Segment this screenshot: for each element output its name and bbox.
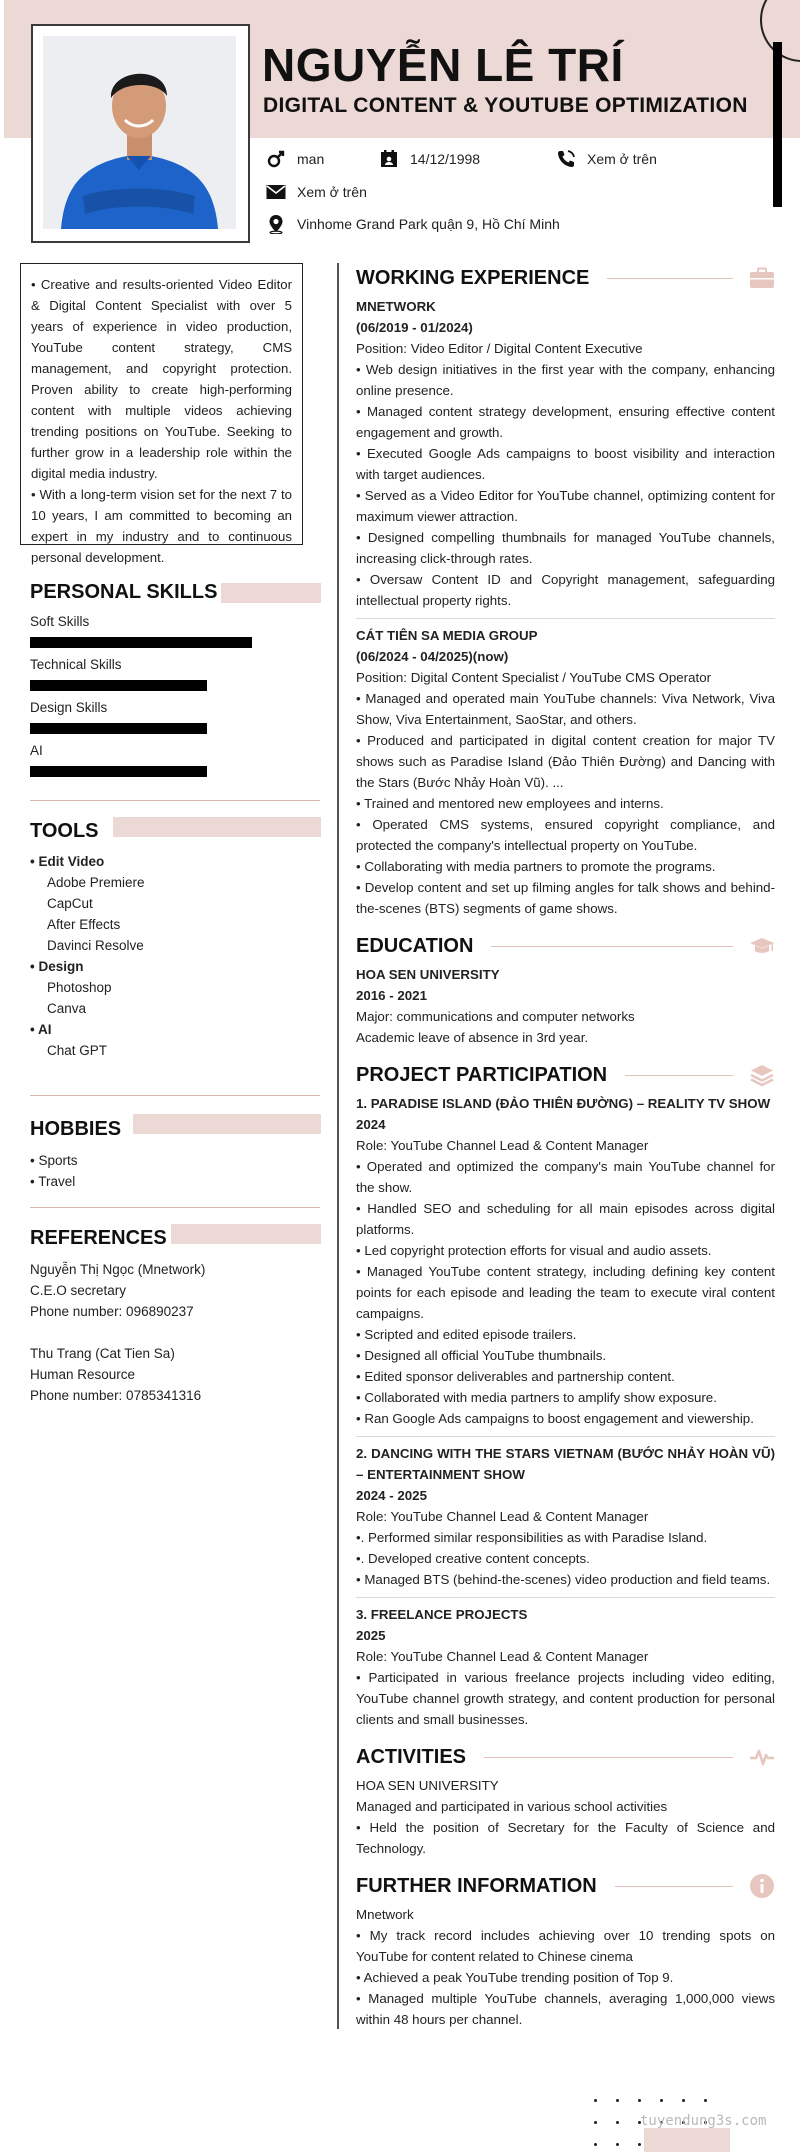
entry-divider — [356, 1436, 775, 1437]
section-divider — [30, 800, 320, 801]
reference-spacer — [30, 1322, 205, 1343]
project-line: • Handled SEO and scheduling for all main episodes across digital platforms. — [356, 1201, 775, 1237]
work-heading: WORKING EXPERIENCE — [356, 266, 590, 289]
hobbies-list — [30, 1150, 78, 1192]
section-divider — [30, 1095, 320, 1096]
contact-email — [265, 181, 367, 203]
address-value: Vinhome Grand Park quận 9, Hồ Chí Minh — [297, 216, 560, 232]
project-year: 2024 — [356, 1117, 386, 1132]
job-line: • Managed and operated main YouTube channels: Viva Network, Viva Show, Viva Entertainment, SaoStar, and others. — [356, 691, 775, 727]
project-title: 3. FREELANCE PROJECTS — [356, 1607, 528, 1622]
reference-line: Thu Trang (Cat Tien Sa) — [30, 1346, 175, 1361]
references-list — [30, 1259, 205, 1406]
education-entry — [356, 964, 775, 1048]
watermark: tuyendung3s.com — [640, 2113, 767, 2129]
calendar-icon — [378, 148, 400, 170]
job-line: • Collaborating with media partners to promote the programs. — [356, 859, 716, 874]
hobbies-heading-bar — [133, 1114, 321, 1134]
entry-divider — [356, 618, 775, 619]
gender-value: man — [297, 151, 325, 167]
job-line: • Oversaw Content ID and Copyright management, safeguarding intellectual property rights. — [356, 572, 775, 608]
skill-label: Technical Skills — [30, 657, 122, 672]
job-line: • Trained and mentored new employees and interns. — [356, 796, 664, 811]
work-heading-row — [356, 263, 775, 293]
skill-level-bar — [30, 680, 207, 691]
tool-category: • Edit Video — [30, 854, 105, 869]
email-value: Xem ở trên — [297, 184, 367, 200]
further-line: • Achieved a peak YouTube trending position of Top 9. — [356, 1970, 674, 1985]
project-line: • Led copyright protection efforts for visual and audio assets. — [356, 1243, 712, 1258]
education-line: Academic leave of absence in 3rd year. — [356, 1030, 589, 1045]
education-school: HOA SEN UNIVERSITY — [356, 967, 500, 982]
job-line: • Operated CMS systems, ensured copyright compliance, and protected the company's intellectual property on YouTube. — [356, 817, 775, 853]
further-line: • My track record includes achieving over 10 trending spots on YouTube for content related to Chinese cinema — [356, 1928, 775, 1964]
job-line: • Executed Google Ads campaigns to boost visibility and interaction with target audiences. — [356, 446, 775, 482]
project-line: • Managed BTS (behind-the-scenes) video production and field teams. — [356, 1572, 771, 1587]
project-title: 1. PARADISE ISLAND (ĐẢO THIÊN ĐƯỜNG) – REALITY TV SHOW — [356, 1096, 771, 1111]
project-line: •. Performed similar responsibilities as with Paradise Island. — [356, 1530, 708, 1545]
project-line: • Edited sponsor deliverables and partnership content. — [356, 1369, 675, 1384]
tools-heading-bar — [113, 817, 321, 837]
job-line: • Develop content and set up filming angles for talk shows and behind-the-scenes (BTS) segments of game shows. — [356, 880, 775, 916]
tool-item: Chat GPT — [47, 1043, 108, 1058]
project-line: Role: YouTube Channel Lead & Content Manager — [356, 1509, 649, 1524]
activities-heading: ACTIVITIES — [356, 1745, 467, 1768]
project-line: Role: YouTube Channel Lead & Content Manager — [356, 1138, 649, 1153]
tool-category: • Design — [30, 959, 84, 974]
education-heading: EDUCATION — [356, 934, 474, 957]
summary-paragraph: • With a long-term vision set for the next 7 to 10 years, I am committed to becoming an expert in my industry and to continuous personal development. — [31, 487, 292, 565]
phone-icon — [555, 148, 577, 170]
skills-heading: PERSONAL SKILLS — [30, 581, 218, 603]
tool-item: Canva — [47, 1001, 87, 1016]
reference-line: Human Resource — [30, 1367, 136, 1382]
pulse-icon — [749, 1744, 775, 1770]
entry-divider — [356, 1597, 775, 1598]
layers-icon — [749, 1062, 775, 1088]
activity-line: • Held the position of Secretary for the Faculty of Science and Technology. — [356, 1820, 775, 1856]
summary-paragraph: • Creative and results-oriented Video Editor & Digital Content Specialist with over 5 years of experience in video production, YouTube content strategy, CMS management, and copyright protection. Proven ability to create high-performing content with multiple videos achieving trending positions on YouTube. Seeking to further grow in a leadership role within the digital media industry. — [31, 277, 292, 481]
gender-icon — [265, 148, 287, 170]
job-company: MNETWORK — [356, 299, 436, 314]
reference-line: Phone number: 096890237 — [30, 1304, 194, 1319]
column-divider — [337, 263, 339, 2029]
references-heading: REFERENCES — [30, 1227, 167, 1249]
project-line: • Participated in various freelance projects including video editing, YouTube channel growth strategy, and content production for personal clients and small businesses. — [356, 1670, 775, 1727]
tool-category: • AI — [30, 1022, 52, 1037]
contact-address — [265, 213, 560, 235]
job-entry — [356, 296, 775, 611]
envelope-icon — [265, 181, 287, 203]
skill-level-bar — [30, 766, 207, 777]
tools-heading: TOOLS — [30, 820, 99, 842]
briefcase-icon — [749, 265, 775, 291]
tool-item: CapCut — [47, 896, 93, 911]
decorative-bar — [773, 42, 782, 207]
project-entry — [356, 1604, 775, 1730]
reference-line: Phone number: 0785341316 — [30, 1388, 202, 1403]
heading-line — [625, 1075, 733, 1076]
education-line: Major: communications and computer networks — [356, 1009, 635, 1024]
further-line: • Managed multiple YouTube channels, averaging 1,000,000 views within 48 hours per channel. — [356, 1991, 775, 2027]
project-title: 2. DANCING WITH THE STARS VIETNAM (BƯỚC NHẢY HOÀN VŨ) – ENTERTAINMENT SHOW — [356, 1446, 775, 1482]
job-line: • Served as a Video Editor for YouTube channel, optimizing content for maximum viewer attraction. — [356, 488, 775, 524]
education-years: 2016 - 2021 — [356, 988, 427, 1003]
job-period: (06/2024 - 04/2025)(now) — [356, 649, 509, 664]
phone-value: Xem ở trên — [587, 151, 657, 167]
contact-phone — [555, 148, 657, 170]
birthday-value: 14/12/1998 — [410, 151, 481, 167]
project-year: 2025 — [356, 1628, 386, 1643]
reference-line: Nguyễn Thị Ngọc (Mnetwork) — [30, 1262, 206, 1277]
job-line: Position: Video Editor / Digital Content Executive — [356, 341, 643, 356]
reference-line: C.E.O secretary — [30, 1283, 127, 1298]
projects-heading-row — [356, 1060, 775, 1090]
heading-line — [607, 278, 733, 279]
hobby-item: • Sports — [30, 1153, 78, 1168]
tool-item: Photoshop — [47, 980, 112, 995]
contact-gender — [265, 148, 324, 170]
project-line: • Collaborated with media partners to amplify show exposure. — [356, 1390, 717, 1405]
activity-line: HOA SEN UNIVERSITY — [356, 1778, 499, 1793]
projects-heading: PROJECT PARTICIPATION — [356, 1063, 608, 1086]
tool-item: After Effects — [47, 917, 121, 932]
job-entry — [356, 625, 775, 919]
further-line: Mnetwork — [356, 1907, 414, 1922]
tool-category-name: Design — [38, 959, 84, 974]
job-company: CÁT TIÊN SA MEDIA GROUP — [356, 628, 538, 643]
portrait-photo — [43, 36, 236, 229]
project-line: • Managed YouTube content strategy, including defining key content points for each episode and leading the team to execute viral content campaigns. — [356, 1264, 775, 1321]
project-line: Role: YouTube Channel Lead & Content Manager — [356, 1649, 649, 1664]
tools-list — [30, 851, 145, 1061]
skills-heading-bar — [221, 583, 321, 603]
candidate-name: NGUYỄN LÊ TRÍ — [262, 39, 624, 91]
skill-level-bar — [30, 723, 207, 734]
info-icon — [749, 1873, 775, 1899]
further-heading-row — [356, 1871, 775, 1901]
tool-category-name: Edit Video — [38, 854, 105, 869]
tool-category-name: AI — [37, 1022, 52, 1037]
skill-label: AI — [30, 743, 43, 758]
project-line: • Ran Google Ads campaigns to boost engagement and viewership. — [356, 1411, 754, 1426]
skill-level-bar — [30, 637, 252, 648]
hobby-item: • Travel — [30, 1174, 76, 1189]
project-year: 2024 - 2025 — [356, 1488, 427, 1503]
job-line: Position: Digital Content Specialist / YouTube CMS Operator — [356, 670, 712, 685]
project-line: • Designed all official YouTube thumbnails. — [356, 1348, 607, 1363]
heading-line — [491, 946, 733, 947]
tool-item: Adobe Premiere — [47, 875, 145, 890]
project-entry — [356, 1093, 775, 1429]
project-line: • Scripted and edited episode trailers. — [356, 1327, 577, 1342]
education-heading-row — [356, 931, 775, 961]
tool-item: Davinci Resolve — [47, 938, 144, 953]
job-line: • Web design initiatives in the first year with the company, enhancing online presence. — [356, 362, 775, 398]
job-line: • Produced and participated in digital content creation for major TV shows such as Paradise Island (Đảo Thiên Đường) and Dancing with the Stars (Bước Nhảy Hoàn Vũ). ... — [356, 733, 775, 790]
job-line: • Designed compelling thumbnails for managed YouTube channels, increasing click-through rates. — [356, 530, 775, 566]
job-period: (06/2019 - 01/2024) — [356, 320, 473, 335]
project-line: •. Developed creative content concepts. — [356, 1551, 590, 1566]
summary-box — [20, 263, 303, 565]
further-heading: FURTHER INFORMATION — [356, 1874, 597, 1897]
project-entry — [356, 1443, 775, 1590]
decorative-corner-block — [644, 2128, 730, 2152]
activity-line: Managed and participated in various school activities — [356, 1799, 668, 1814]
photo-frame — [31, 24, 250, 243]
contact-birthday — [378, 148, 480, 170]
heading-line — [484, 1757, 733, 1758]
location-pin-icon — [265, 213, 287, 235]
project-line: • Operated and optimized the company's main YouTube channel for the show. — [356, 1159, 775, 1195]
skill-label: Soft Skills — [30, 614, 90, 629]
references-heading-bar — [171, 1224, 321, 1244]
activities-heading-row — [356, 1742, 775, 1772]
graduation-cap-icon — [749, 933, 775, 959]
right-column — [356, 263, 775, 2030]
heading-line — [615, 1886, 733, 1887]
further-entry — [356, 1904, 775, 2030]
job-line: • Managed content strategy development, ensuring effective content engagement and growth. — [356, 404, 775, 440]
candidate-title: DIGITAL CONTENT & YOUTUBE OPTIMIZATION — [263, 94, 748, 117]
skill-label: Design Skills — [30, 700, 108, 715]
section-divider — [30, 1207, 320, 1208]
hobbies-heading: HOBBIES — [30, 1118, 122, 1140]
activities-entry — [356, 1775, 775, 1859]
